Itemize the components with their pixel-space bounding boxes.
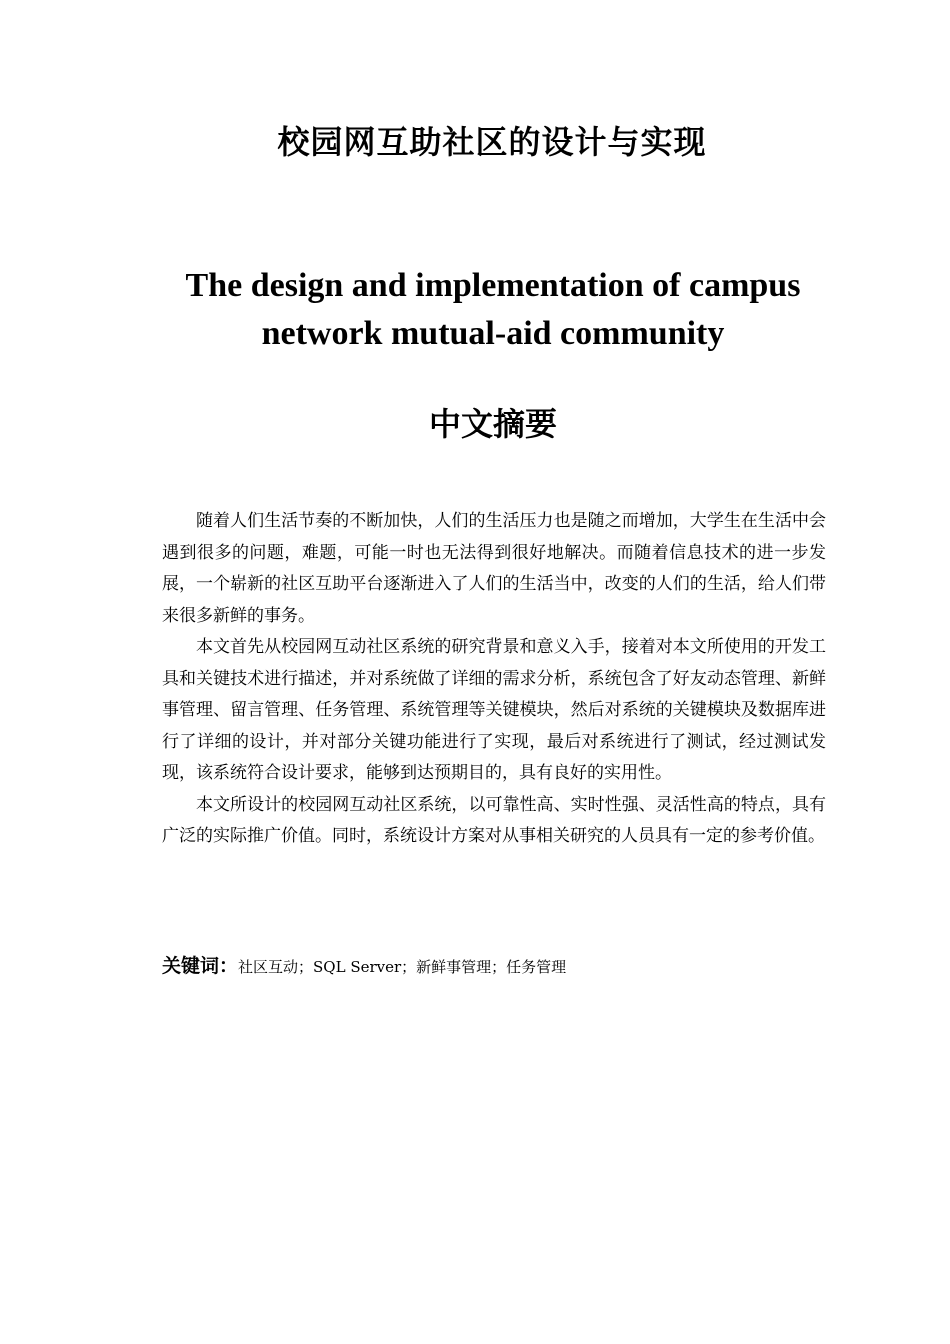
chinese-title: 校园网互助社区的设计与实现 xyxy=(277,123,707,161)
abstract-paragraph-3: 本文所设计的校园网互动社区系统，以可靠性高、实时性强、灵活性高的特点，具有广泛的实际推广价值。同时，系统设计方案对从事相关研究的人员具有一定的参考价值。 xyxy=(162,794,826,846)
keywords-line xyxy=(162,950,826,983)
abstract-body xyxy=(162,506,826,853)
abstract-heading: 中文摘要 xyxy=(428,405,557,443)
abstract-paragraph-1: 随着人们生活节奏的不断加快，人们的生活压力也是随之而增加，大学生在生活中会遇到很多的问题，难题，可能一时也无法得到很好地解决。而随着信息技术的进一步发展，一个崭新的社区互助平台逐渐进入了人们的生活当中，改变的人们的生活，给人们带来很多新鲜的事务。 xyxy=(162,511,826,626)
abstract-paragraph-2: 本文首先从校园网互动社区系统的研究背景和意义入手，接着对本文所使用的开发工具和关键技术进行描述，并对系统做了详细的需求分析，系统包含了好友动态管理、新鲜事管理、留言管理、任务管理、系统管理等关键模块，然后对系统的关键模块及数据库进行了详细的设计，并对部分关键功能进行了实现，最后对系统进行了测试，经过测试发现，该系统符合设计要求，能够到达预期目的，具有良好的实用性。 xyxy=(162,637,826,783)
english-title: The design and implementation of campus network mutual-aid community xyxy=(185,267,801,352)
keywords-label: 关键词： xyxy=(162,955,239,977)
keywords-values: 社区互动；SQL Server；新鲜事管理；任务管理 xyxy=(238,958,567,976)
